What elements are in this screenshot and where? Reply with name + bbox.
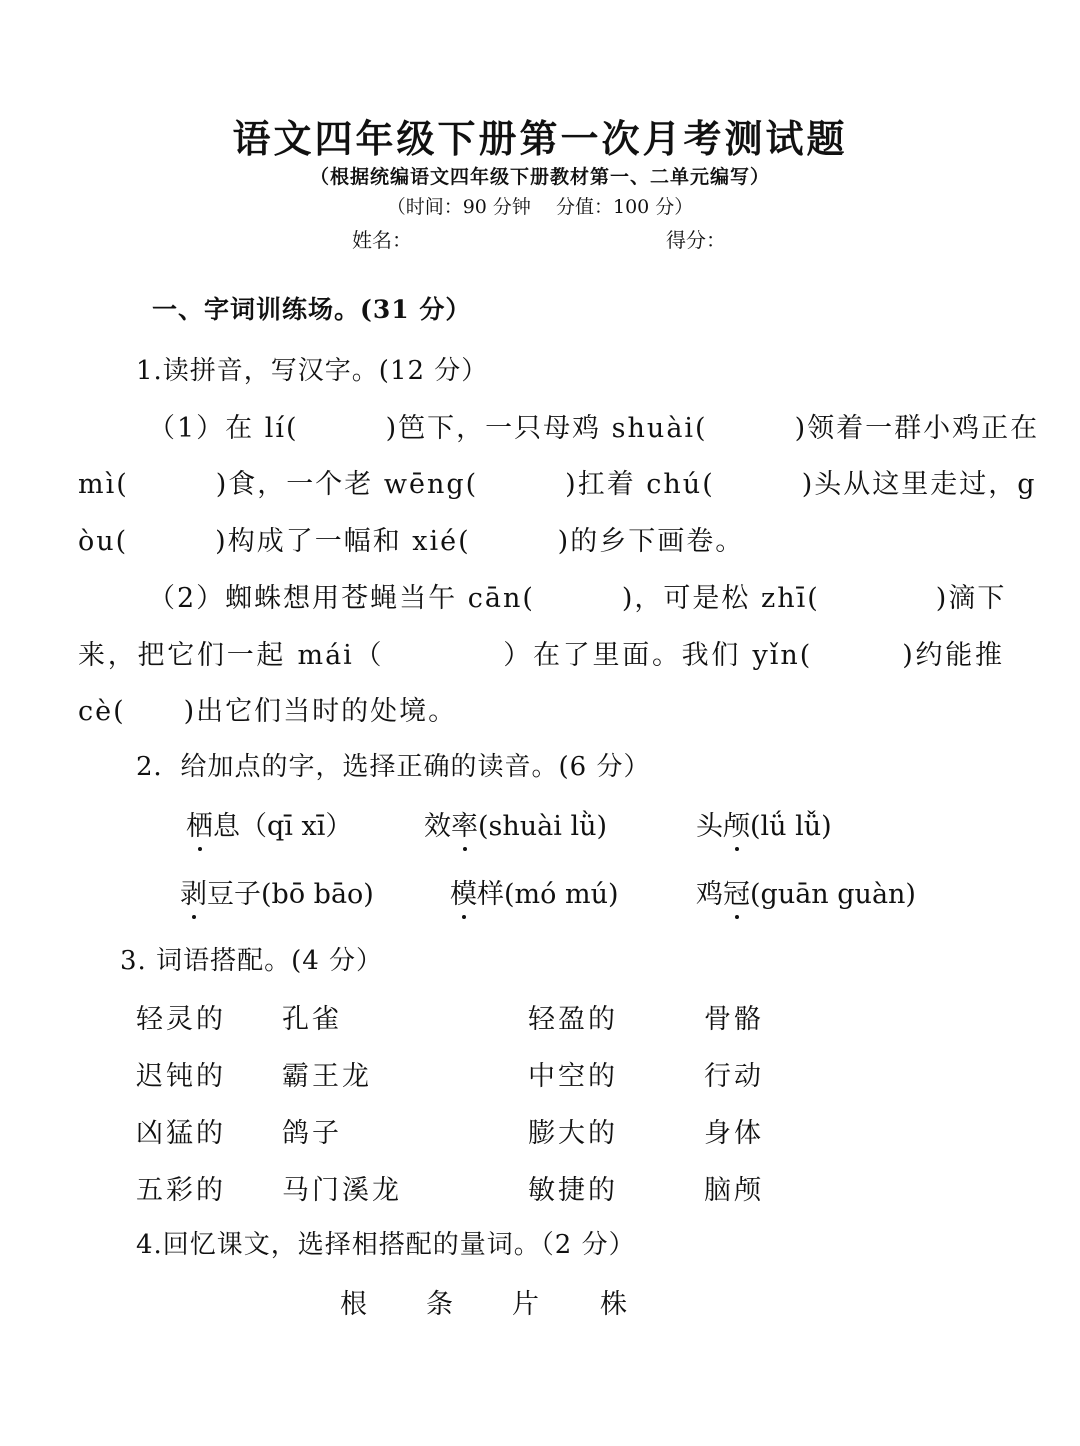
q2-option: 鸡冠(guān guàn) xyxy=(696,879,916,910)
match-word-right: 轻盈的 xyxy=(528,1004,618,1035)
q1-p1-line2: mì( )食，一个老 wēng( )扛着 chú( )头从这里走过，g xyxy=(78,469,1037,500)
match-word-noun: 鸽子 xyxy=(282,1118,342,1149)
question-2-title: 2．给加点的字，选择正确的读音。(6 分） xyxy=(136,752,651,782)
match-word-left: 轻灵的 xyxy=(136,1004,226,1035)
q1-p1-line3: òu( )构成了一幅和 xié( )的乡下画卷。 xyxy=(78,526,745,557)
match-word-noun: 霸王龙 xyxy=(282,1061,372,1092)
name-label: 姓名： xyxy=(352,228,412,252)
measure-word-option: 株 xyxy=(600,1289,630,1320)
match-word-noun-right: 身体 xyxy=(704,1118,764,1149)
question-1-title: 1.读拼音，写汉字。(12 分） xyxy=(136,356,489,386)
match-word-noun-right: 骨骼 xyxy=(704,1004,764,1035)
q2-option: 剥豆子(bō bāo) xyxy=(180,879,374,910)
page-title: 语文四年级下册第一次月考测试题 xyxy=(232,116,848,161)
q2-option: 模样(mó mú) xyxy=(450,879,619,910)
q1-p1-line1: （1）在 lí( )笆下，一只母鸡 shuài( )领着一群小鸡正在 xyxy=(148,413,1040,444)
match-word-left: 五彩的 xyxy=(136,1175,226,1206)
exam-meta: （时间：90 分钟 分值：100 分） xyxy=(386,196,694,218)
page-subtitle: （根据统编语文四年级下册教材第一、二单元编写） xyxy=(309,166,770,188)
match-word-right: 敏捷的 xyxy=(528,1175,618,1206)
section-heading: 一、字词训练场。(31 分） xyxy=(152,295,472,324)
q2-option: 栖息（qī xī） xyxy=(186,811,353,842)
match-word-left: 凶猛的 xyxy=(136,1118,226,1149)
match-word-left: 迟钝的 xyxy=(136,1061,226,1092)
match-word-noun-right: 行动 xyxy=(704,1061,764,1092)
score-label: 得分： xyxy=(666,228,726,252)
measure-word-option: 条 xyxy=(426,1289,456,1320)
q1-p2-line3: cè( )出它们当时的处境。 xyxy=(78,696,458,727)
measure-word-option: 片 xyxy=(512,1289,542,1320)
q1-p2-line1: （2）蜘蛛想用苍蝇当午 cān( )，可是松 zhī( )滴下 xyxy=(148,583,1007,614)
q2-option: 效率(shuài lǜ) xyxy=(424,811,608,842)
match-word-right: 中空的 xyxy=(528,1061,618,1092)
measure-word-option: 根 xyxy=(340,1289,370,1320)
match-word-right: 膨大的 xyxy=(528,1118,618,1149)
question-4-title: 4.回忆课文，选择相搭配的量词。（2 分） xyxy=(136,1230,636,1260)
q1-p2-line2: 来，把它们一起 mái（ ）在了里面。我们 yǐn( )约能推 xyxy=(78,640,1004,671)
match-word-noun-right: 脑颅 xyxy=(704,1175,764,1206)
match-word-noun: 孔雀 xyxy=(282,1004,342,1035)
q2-option: 头颅(lǘ lǚ) xyxy=(696,811,832,842)
match-word-noun: 马门溪龙 xyxy=(282,1175,402,1206)
question-3-title: 3. 词语搭配。(4 分） xyxy=(120,946,384,976)
